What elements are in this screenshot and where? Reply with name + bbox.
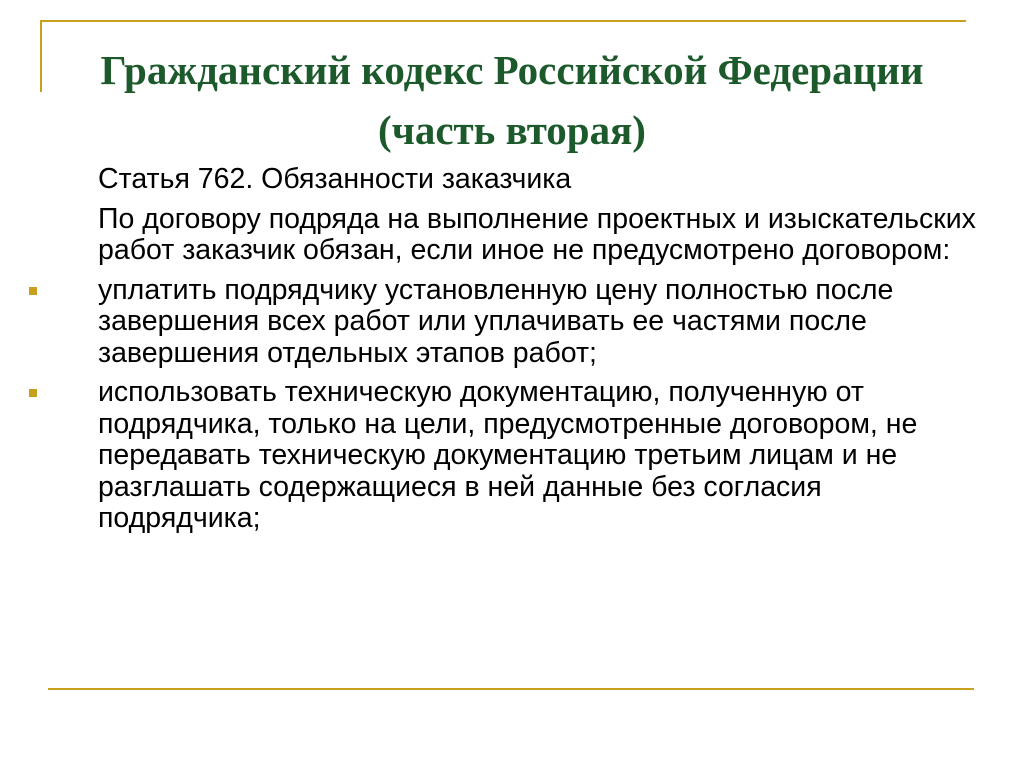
- bottom-rule: [48, 688, 974, 690]
- bullet-item: [98, 275, 978, 370]
- bullet-text: уплатить подрядчику установленную цену полностью после завершения всех работ или уплачивать ее частями после завершения отдельных этапов работ;: [98, 273, 894, 369]
- article-heading: Статья 762. Обязанности заказчика: [98, 163, 572, 195]
- bullet-item: [98, 377, 978, 535]
- top-rule: [40, 20, 966, 22]
- square-bullet-icon: [29, 389, 37, 397]
- slide-title: Гражданский кодекс Российской Федерации (часть вторая): [100, 47, 924, 153]
- slide-body: [98, 164, 978, 543]
- square-bullet-icon: [29, 287, 37, 295]
- left-rule: [40, 20, 42, 92]
- bullet-text: использовать техническую документацию, полученную от подрядчика, только на цели, предусмотренные договором, не передавать техническую документацию третьим лицам и не разглашать содержащиеся в ней данные без согласия подрядчика;: [98, 376, 918, 534]
- intro-paragraph: По договору подряда на выполнение проектных и изыскательских работ заказчик обязан, если иное не предусмотрено договором:: [98, 202, 976, 266]
